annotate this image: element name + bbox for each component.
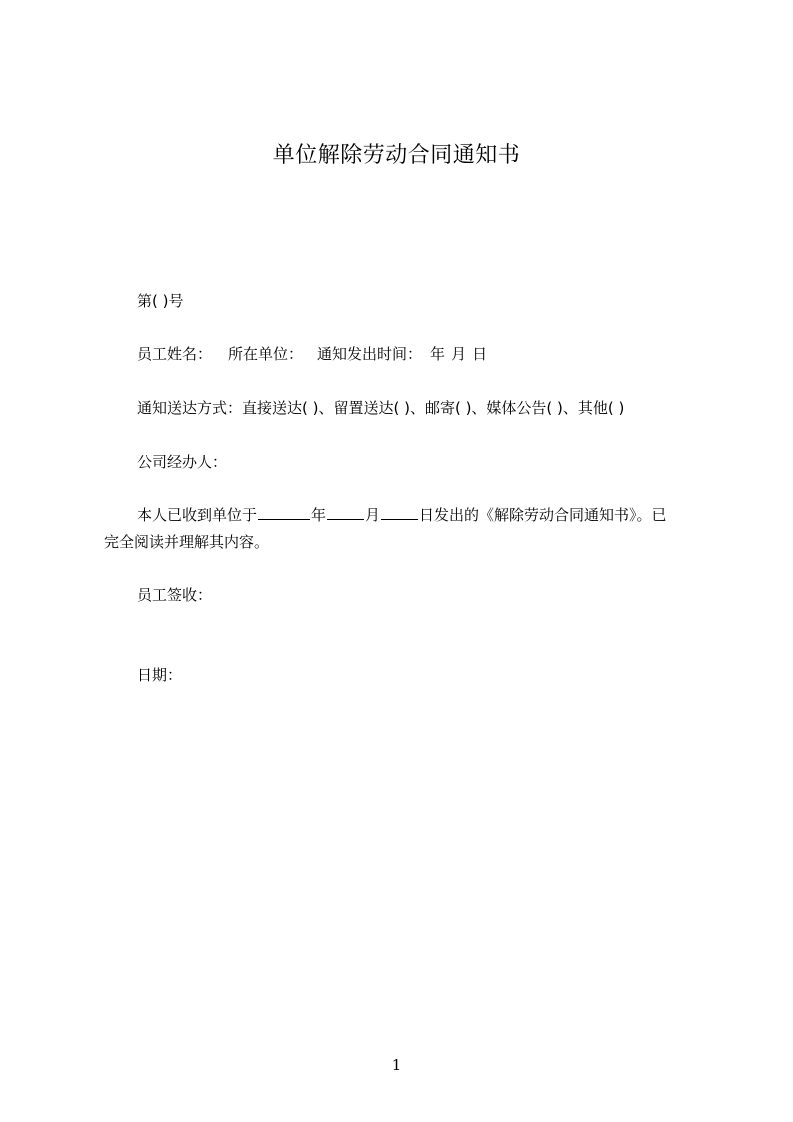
month-blank <box>327 505 364 520</box>
handler-line: 公司经办人： <box>137 453 228 471</box>
day-blank <box>381 505 418 520</box>
department-label: 所在单位： <box>228 345 304 363</box>
employee-info-line <box>137 344 487 364</box>
notice-number-line: 第( )号 <box>137 292 184 310</box>
employee-signature-line: 员工签收： <box>137 586 213 604</box>
receipt-year-char: 年 <box>311 506 327 524</box>
receipt-paragraph-line2: 完全阅读并理解其内容。 <box>104 533 270 551</box>
receipt-text-part2: 日发出的《解除劳动合同通知书》。已 <box>419 506 667 524</box>
year-char: 年 <box>430 345 446 363</box>
notice-time-label: 通知发出时间： <box>317 345 423 363</box>
employee-name-label: 员工姓名： <box>137 345 213 363</box>
receipt-text-part1: 本人已收到单位于 <box>137 506 258 524</box>
receipt-paragraph-line1 <box>137 505 667 525</box>
year-blank <box>258 505 310 520</box>
page-number: 1 <box>391 1056 402 1074</box>
date-line: 日期： <box>137 666 183 684</box>
day-char: 日 <box>472 345 488 363</box>
delivery-method-line: 通知送达方式：直接送达( )、留置送达( )、邮寄( )、媒体公告( )、其他( ) <box>137 399 625 417</box>
month-char: 月 <box>451 345 467 363</box>
document-title: 单位解除劳动合同通知书 <box>272 143 521 168</box>
receipt-month-char: 月 <box>365 506 381 524</box>
